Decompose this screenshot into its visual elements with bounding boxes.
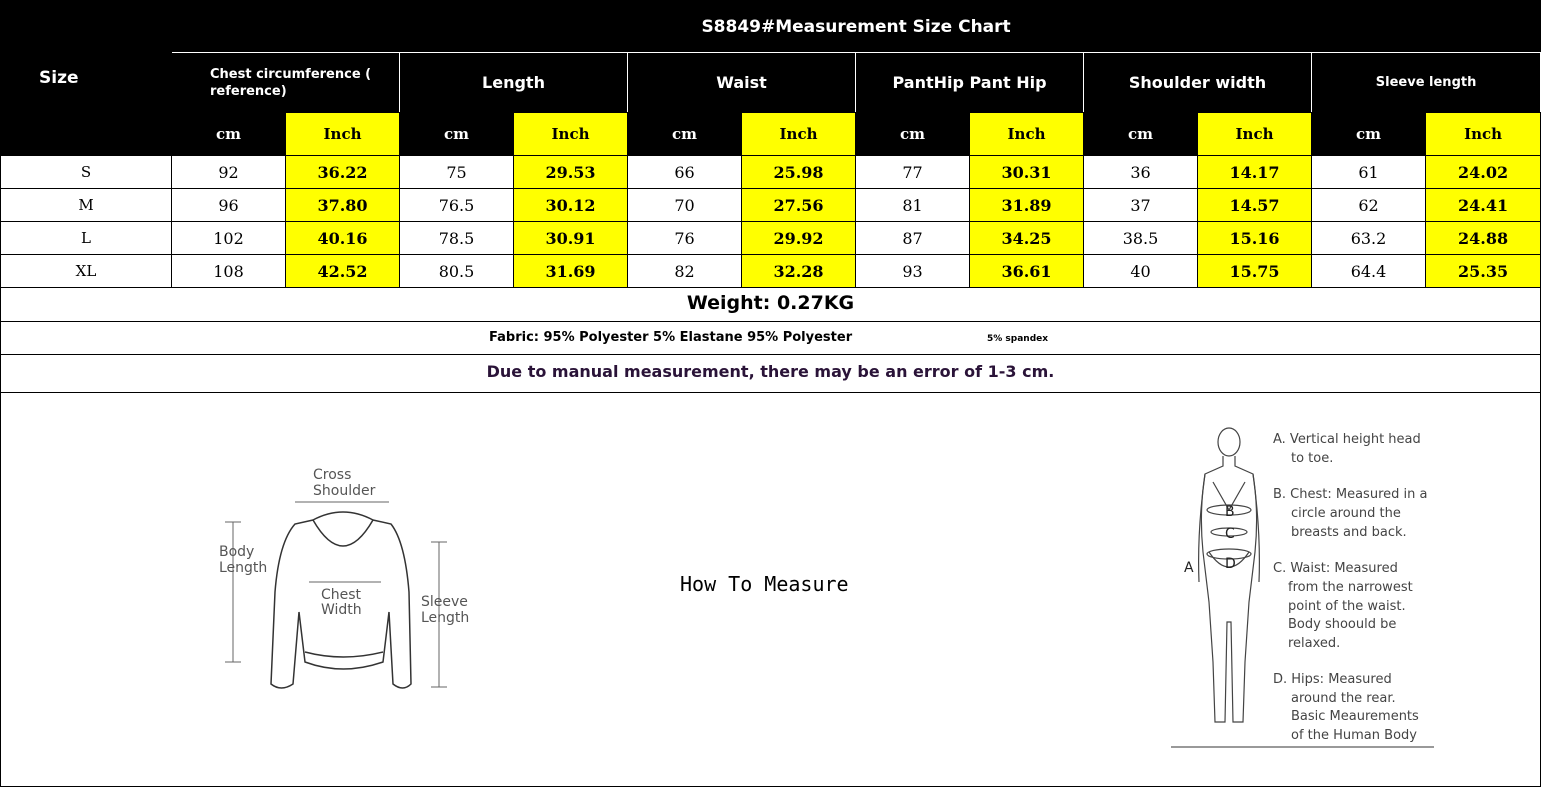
- sleeve-cm-cell: 63.2: [1312, 222, 1426, 255]
- marker-b: B: [1225, 504, 1235, 520]
- weight-row: Weight: 0.27KG: [0, 288, 1541, 322]
- chart-title: S8849#Measurement Size Chart: [172, 1, 1541, 53]
- size-cell: L: [1, 222, 172, 255]
- sleeve-inch-cell: 24.41: [1426, 189, 1541, 222]
- waist-cm-cell: 76: [628, 222, 742, 255]
- shoulder-inch-cell: 14.57: [1198, 189, 1312, 222]
- length-inch-cell: 30.91: [514, 222, 628, 255]
- shoulder-cm-cell: 36: [1084, 156, 1198, 189]
- sleeve-length-label: Sleeve: [421, 594, 468, 610]
- cross-shoulder-label: Shoulder: [313, 483, 376, 499]
- unit-cm: cm: [400, 113, 514, 156]
- sleeve-cm-cell: 64.4: [1312, 255, 1426, 288]
- group-shoulder: Shoulder width: [1084, 53, 1312, 113]
- legend-line: breasts and back.: [1291, 525, 1407, 540]
- sleeve-length-label: Length: [421, 610, 470, 626]
- legend-line: point of the waist.: [1288, 599, 1406, 614]
- legend-line: D. Hips: Measured: [1273, 672, 1392, 687]
- sleeve-cm-cell: 62: [1312, 189, 1426, 222]
- shoulder-inch-cell: 15.75: [1198, 255, 1312, 288]
- body-measurement-diagram: [1169, 422, 1439, 752]
- chest-inch-cell: 40.16: [286, 222, 400, 255]
- marker-c: C: [1225, 526, 1235, 542]
- size-column-header: [1, 1, 172, 156]
- chest-inch-cell: 36.22: [286, 156, 400, 189]
- unit-cm: cm: [856, 113, 970, 156]
- chest-cm-cell: 96: [172, 189, 286, 222]
- chest-cm-cell: 108: [172, 255, 286, 288]
- unit-cm: cm: [1084, 113, 1198, 156]
- marker-a: A: [1184, 560, 1194, 576]
- cross-shoulder-label: Cross: [313, 467, 352, 483]
- hip-inch-cell: 30.31: [970, 156, 1084, 189]
- waist-inch-cell: 29.92: [742, 222, 856, 255]
- length-inch-cell: 29.53: [514, 156, 628, 189]
- shoulder-cm-cell: 40: [1084, 255, 1198, 288]
- length-cm-cell: 78.5: [400, 222, 514, 255]
- waist-inch-cell: 27.56: [742, 189, 856, 222]
- unit-inch: Inch: [1426, 113, 1541, 156]
- fabric-text: Fabric: 95% Polyester 5% Elastane 95% Polyester: [489, 330, 853, 345]
- legend-line: from the narrowest: [1288, 580, 1413, 595]
- legend-line: relaxed.: [1288, 636, 1341, 651]
- legend-line: C. Waist: Measured: [1273, 561, 1398, 576]
- legend-line: Body shoould be: [1288, 617, 1397, 632]
- table-row: [1, 222, 1541, 255]
- how-to-measure-section: [0, 392, 1541, 787]
- legend-line: A. Vertical height head: [1273, 432, 1421, 447]
- size-header-label: Size: [39, 68, 79, 88]
- fabric-row: [0, 321, 1541, 355]
- table-row: [1, 189, 1541, 222]
- unit-inch: Inch: [742, 113, 856, 156]
- sweater-diagram: [213, 462, 483, 702]
- waist-inch-cell: 25.98: [742, 156, 856, 189]
- chest-cm-cell: 92: [172, 156, 286, 189]
- unit-cm: cm: [628, 113, 742, 156]
- legend-line: Basic Meaurements: [1291, 709, 1419, 724]
- sleeve-inch-cell: 25.35: [1426, 255, 1541, 288]
- chest-inch-cell: 42.52: [286, 255, 400, 288]
- body-length-label: Length: [219, 560, 268, 576]
- waist-cm-cell: 70: [628, 189, 742, 222]
- length-inch-cell: 31.69: [514, 255, 628, 288]
- measurement-note: Due to manual measurement, there may be an error of 1-3 cm.: [0, 354, 1541, 393]
- waist-cm-cell: 66: [628, 156, 742, 189]
- size-chart-table: [0, 0, 1541, 288]
- hip-cm-cell: 81: [856, 189, 970, 222]
- figure-body: [1201, 456, 1256, 722]
- legend-line: of the Human Body: [1291, 728, 1417, 743]
- shoulder-inch-cell: 15.16: [1198, 222, 1312, 255]
- figure-head: [1218, 428, 1240, 456]
- chest-cm-cell: 102: [172, 222, 286, 255]
- fabric-extra-text: 5% spandex: [987, 334, 1049, 344]
- shoulder-inch-cell: 14.17: [1198, 156, 1312, 189]
- hip-cm-cell: 87: [856, 222, 970, 255]
- group-sleeve: Sleeve length: [1312, 53, 1541, 113]
- sleeve-inch-cell: 24.02: [1426, 156, 1541, 189]
- legend-line: circle around the: [1291, 506, 1401, 521]
- unit-cm: cm: [172, 113, 286, 156]
- sleeve-cm-cell: 61: [1312, 156, 1426, 189]
- size-cell: S: [1, 156, 172, 189]
- unit-inch: Inch: [970, 113, 1084, 156]
- length-cm-cell: 80.5: [400, 255, 514, 288]
- sweater-hem: [305, 652, 383, 657]
- size-cell: M: [1, 189, 172, 222]
- how-to-measure-title: How To Measure: [680, 572, 849, 596]
- chest-inch-cell: 37.80: [286, 189, 400, 222]
- length-cm-cell: 76.5: [400, 189, 514, 222]
- hip-cm-cell: 93: [856, 255, 970, 288]
- group-hip: PantHip Pant Hip: [856, 53, 1084, 113]
- shoulder-cm-cell: 37: [1084, 189, 1198, 222]
- waist-inch-cell: 32.28: [742, 255, 856, 288]
- length-inch-cell: 30.12: [514, 189, 628, 222]
- hip-inch-cell: 34.25: [970, 222, 1084, 255]
- unit-inch: Inch: [286, 113, 400, 156]
- legend-line: B. Chest: Measured in a: [1273, 487, 1428, 502]
- unit-inch: Inch: [514, 113, 628, 156]
- unit-inch: Inch: [1198, 113, 1312, 156]
- table-row: [1, 255, 1541, 288]
- length-cm-cell: 75: [400, 156, 514, 189]
- chest-width-label: Chest: [321, 587, 362, 603]
- waist-cm-cell: 82: [628, 255, 742, 288]
- size-cell: XL: [1, 255, 172, 288]
- legend-line: to toe.: [1291, 451, 1334, 466]
- group-chest: Chest circumference ( reference): [172, 53, 400, 113]
- hip-inch-cell: 31.89: [970, 189, 1084, 222]
- group-waist: Waist: [628, 53, 856, 113]
- group-length: Length: [400, 53, 628, 113]
- table-row: [1, 156, 1541, 189]
- shoulder-cm-cell: 38.5: [1084, 222, 1198, 255]
- unit-cm: cm: [1312, 113, 1426, 156]
- sweater-neckline: [313, 520, 373, 546]
- hip-cm-cell: 77: [856, 156, 970, 189]
- marker-d: D: [1225, 556, 1236, 572]
- body-length-label: Body: [219, 544, 255, 560]
- sleeve-inch-cell: 24.88: [1426, 222, 1541, 255]
- hip-inch-cell: 36.61: [970, 255, 1084, 288]
- chest-width-label: Width: [321, 602, 362, 618]
- legend-line: around the rear.: [1291, 691, 1396, 706]
